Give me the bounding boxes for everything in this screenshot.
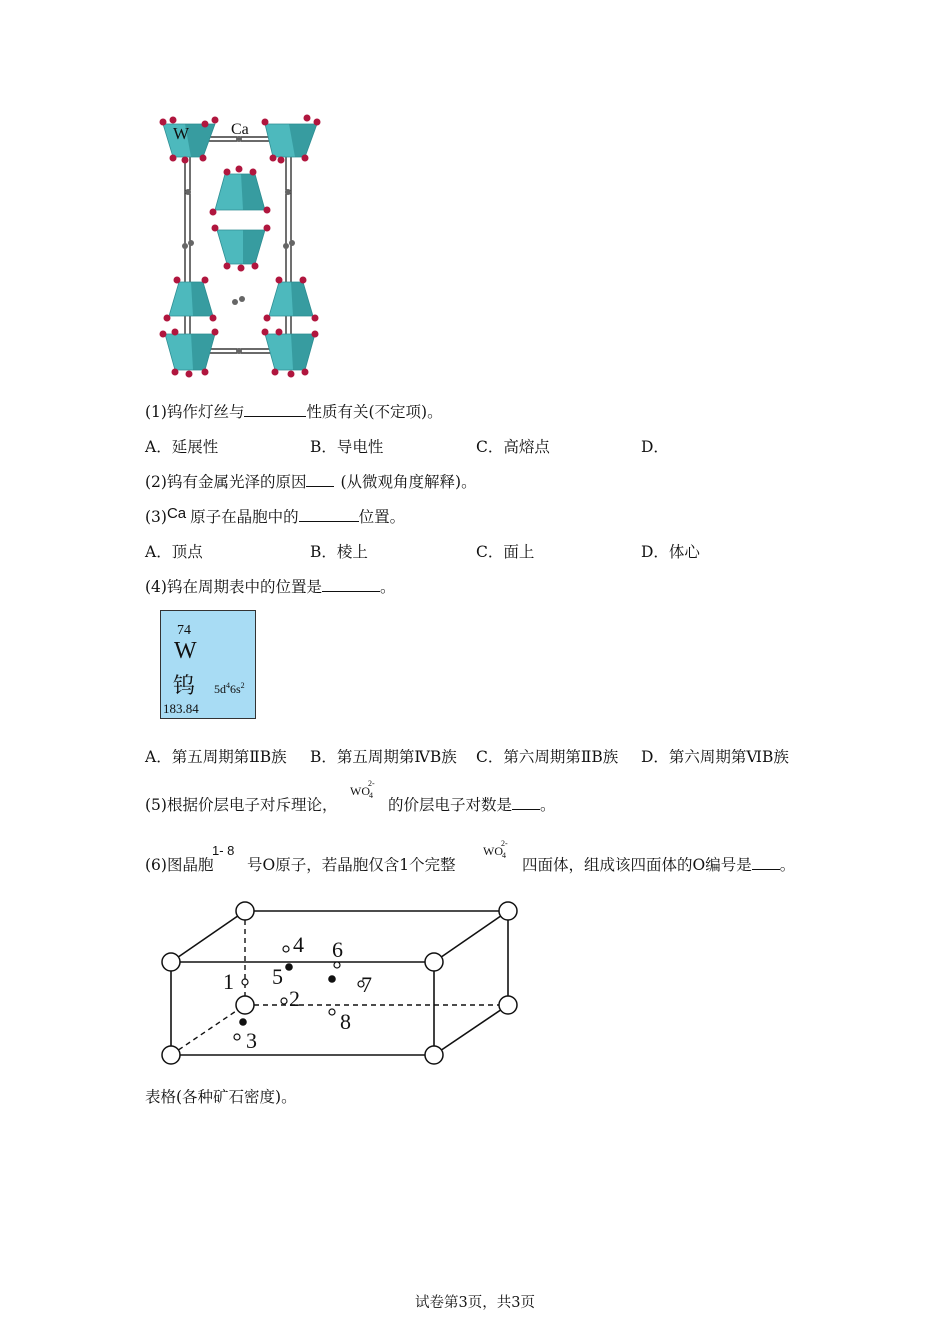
q4-prefix: (4)钨在周期表中的位置是 [145,578,322,596]
label-w: W [173,124,190,143]
q2-suffix: (从微观角度解释)。 [340,473,477,491]
q6-suffix: 四面体，组成该四面体的O编号是 [522,856,752,874]
o-label-4: 4 [293,932,304,957]
o-label-6: 6 [332,937,343,962]
label-ca: Ca [231,121,249,138]
tile-config-5d: 5d [214,682,226,696]
tile-config-6s: 6s [230,682,241,696]
q5-ion-wo: WO [350,784,370,798]
question-3 [145,507,405,528]
question-6-tail [522,855,795,875]
o-label-3: 3 [246,1028,257,1053]
tile-config [214,681,245,697]
q6-middle: 号O原子，若晶胞仅含1个完整 [247,856,456,874]
q6-prefix: (6)图晶胞 [145,856,214,874]
o-label-7: 7 [361,972,372,997]
question-6-middle [247,855,456,875]
tile-config-6s-sup: 2 [240,681,245,690]
q3-middle: 原子在晶胞中的 [190,508,299,526]
q1-option-d: D． [641,438,669,456]
q3-suffix: 位置。 [358,508,406,526]
q4-option-c: C．第六周期第ⅡB族 [476,748,619,766]
q4-option-d: D．第六周期第ⅥB族 [641,748,789,766]
q4-option-b: B．第五周期第ⅣB族 [310,748,457,766]
q6-ion-sub: 4 [502,851,506,861]
tile-symbol: W [174,638,197,664]
q3-blank [299,507,359,522]
q5-ion-sub: 4 [369,791,373,801]
q2-blank [306,472,334,487]
q3-option-c: C．面上 [476,543,535,561]
q6-blank [752,855,780,870]
question-2 [145,472,477,492]
q3-option-d: D．体心 [641,543,700,561]
q1-option-a: A．延展性 [145,438,219,456]
q5-end: 。 [540,796,556,814]
page-footer: 试卷第3页，共3页 [415,1295,535,1311]
q5-blank [512,795,540,810]
tile-name: 钨 [173,674,196,699]
question-6 [145,855,213,875]
element-tile-tungsten [160,610,256,719]
q6-ion-sup: 2- [501,839,508,848]
q5-suffix: 的价层电子对数是 [388,796,513,814]
question-5 [145,795,337,815]
tile-config-5d-sup: 4 [226,681,230,690]
q1-option-c: C．高熔点 [476,438,550,456]
table-note: 表格(各种矿石密度)。 [145,1088,297,1106]
q3-option-b: B．棱上 [310,543,368,561]
q6-end: 。 [779,856,796,874]
q4-suffix: 。 [379,578,396,596]
q2-prefix: (2)钨有金属光泽的原因 [145,473,307,491]
unit-cell-figure [150,895,530,1075]
tile-number: 74 [177,623,191,638]
crystal-structure-figure [155,112,330,382]
question-4 [145,577,395,597]
o-label-1: 1 [223,969,234,994]
q6-ion [483,839,514,861]
q1-blank [244,402,306,417]
question-1 [145,402,443,422]
q5-ion [350,779,381,801]
q3-ca: Ca [166,505,187,522]
q6-ion-wo: WO [483,844,503,858]
q5-prefix: (5)根据价层电子对斥理论， [145,796,338,814]
q4-blank [322,577,380,592]
o-label-5: 5 [272,964,283,989]
q3-prefix: (3) [145,508,167,526]
q1-prefix: (1)钨作灯丝与 [145,403,245,421]
q1-suffix: 性质有关(不定项)。 [306,403,443,421]
q4-option-a: A．第五周期第ⅡB族 [145,748,287,766]
q5-ion-sup: 2- [368,779,375,788]
tile-mass: 183.84 [163,701,199,716]
o-label-2: 2 [289,986,300,1011]
q1-option-b: B．导电性 [310,438,384,456]
q6-range: 1- 8 [212,843,235,858]
o-label-8: 8 [340,1009,351,1034]
question-5-tail [388,795,556,815]
q3-option-a: A．顶点 [145,543,203,561]
